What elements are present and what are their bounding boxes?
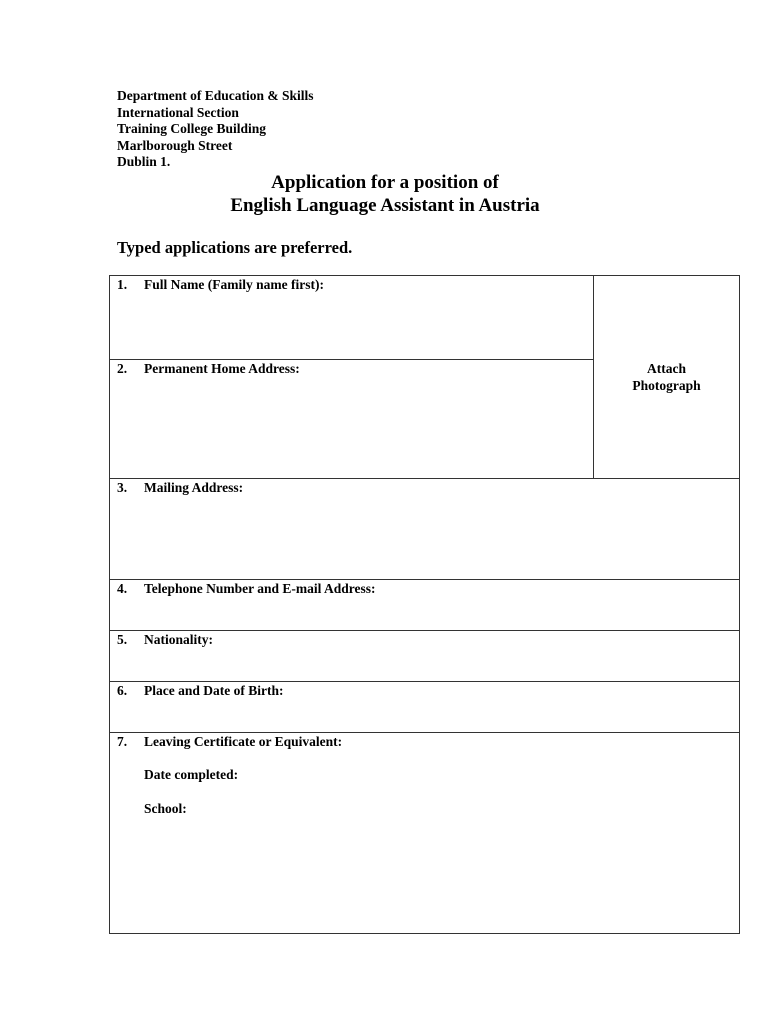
- field-number: 5.: [117, 632, 128, 647]
- department-address: [117, 88, 314, 171]
- row-divider: [110, 732, 739, 733]
- application-form-table: [109, 275, 740, 934]
- place-date-of-birth-field[interactable]: [117, 683, 283, 699]
- field-number: 4.: [117, 581, 128, 596]
- address-line: Training College Building: [117, 121, 267, 137]
- field-label: Mailing Address:: [144, 480, 244, 495]
- row-divider: [110, 359, 593, 360]
- field-label: Nationality:: [144, 632, 213, 647]
- school-label: School:: [144, 801, 187, 816]
- row-divider: [110, 681, 739, 682]
- field-label: Place and Date of Birth:: [144, 683, 284, 698]
- row-divider: [110, 478, 739, 479]
- field-label: Permanent Home Address:: [144, 361, 300, 376]
- nationality-field[interactable]: [117, 632, 213, 648]
- row-divider: [110, 630, 739, 631]
- home-address-field[interactable]: [117, 361, 300, 377]
- telephone-email-field[interactable]: [117, 581, 376, 597]
- field-label: Full Name (Family name first):: [144, 277, 324, 292]
- photo-line-1: Attach: [647, 361, 686, 376]
- field-number: 7.: [117, 734, 128, 749]
- field-label: Leaving Certificate or Equivalent:: [144, 734, 343, 749]
- attach-photograph-box: [594, 361, 739, 394]
- address-line: Department of Education & Skills: [117, 88, 314, 103]
- full-name-field[interactable]: [117, 277, 324, 293]
- document-title: [0, 172, 770, 217]
- field-number: 1.: [117, 277, 128, 292]
- typed-preferred-note: Typed applications are preferred.: [117, 238, 353, 257]
- title-line-2: English Language Assistant in Austria: [230, 194, 540, 216]
- title-line-1: Application for a position of: [271, 172, 499, 193]
- field-number: 2.: [117, 361, 128, 376]
- date-completed-label: Date completed:: [144, 767, 239, 782]
- leaving-certificate-field[interactable]: [117, 734, 342, 750]
- field-number: 3.: [117, 480, 128, 495]
- address-line: Dublin 1.: [117, 154, 171, 170]
- photo-line-2: Photograph: [632, 377, 701, 393]
- field-number: 6.: [117, 683, 128, 698]
- address-line: International Section: [117, 104, 239, 120]
- field-label: Telephone Number and E-mail Address:: [144, 581, 376, 596]
- mailing-address-field[interactable]: [117, 480, 243, 496]
- address-line: Marlborough Street: [117, 137, 233, 153]
- row-divider: [110, 579, 739, 580]
